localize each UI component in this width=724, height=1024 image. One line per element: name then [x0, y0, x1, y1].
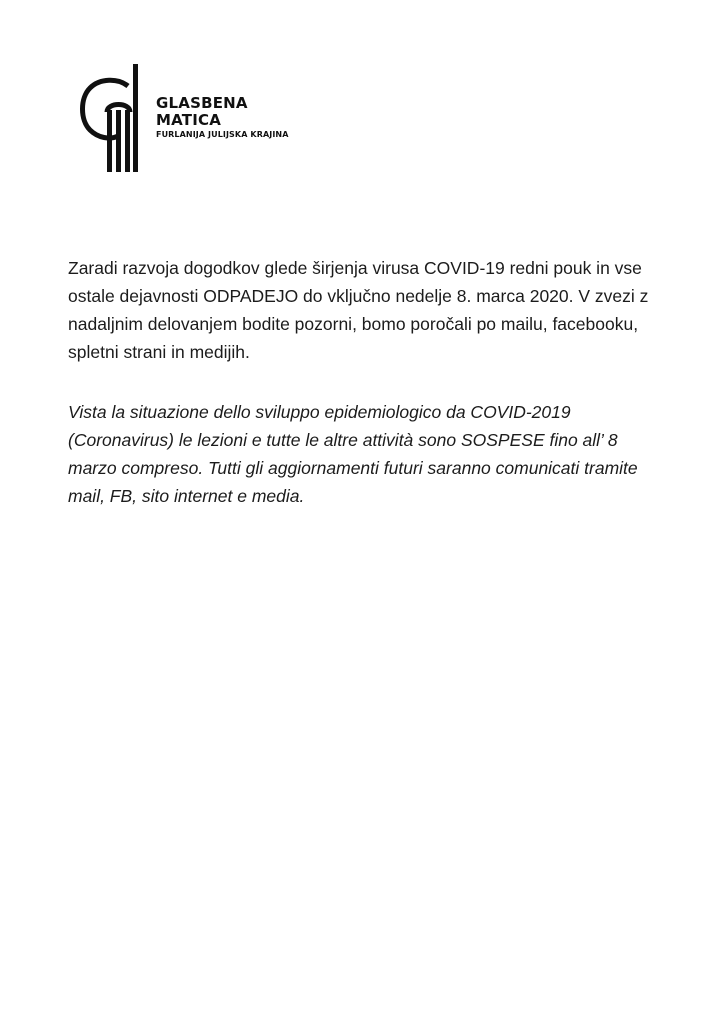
logo-wordmark — [156, 95, 289, 139]
logo-subtitle: FURLANIJA JULIJSKA KRAJINA — [156, 130, 289, 139]
gm-monogram-icon — [78, 64, 142, 174]
logo-line-2: MATICA — [156, 111, 222, 129]
organization-logo — [78, 64, 318, 176]
logo-line-1: GLASBENA — [156, 94, 248, 112]
announcement-slovenian: Zaradi razvoja dogodkov glede širjenja virusa COVID-19 redni pouk in vse ostale dejavnosti ODPADEJO do vključno nedelje 8. marca 2020. V zvezi z nadaljnim delovanjem bodite pozorni, bomo poročali po mailu, facebooku, spletni strani in medijih. — [68, 258, 649, 362]
announcement-italian: Vista la situazione dello sviluppo epidemiologico da COVID-2019 (Coronavirus) le lezioni e tutte le altre attività sono SOSPESE fino all’ 8 marzo compreso. Tutti gli aggiornamenti futuri saranno comunicati tramite mail, FB, sito internet e media. — [68, 402, 638, 506]
